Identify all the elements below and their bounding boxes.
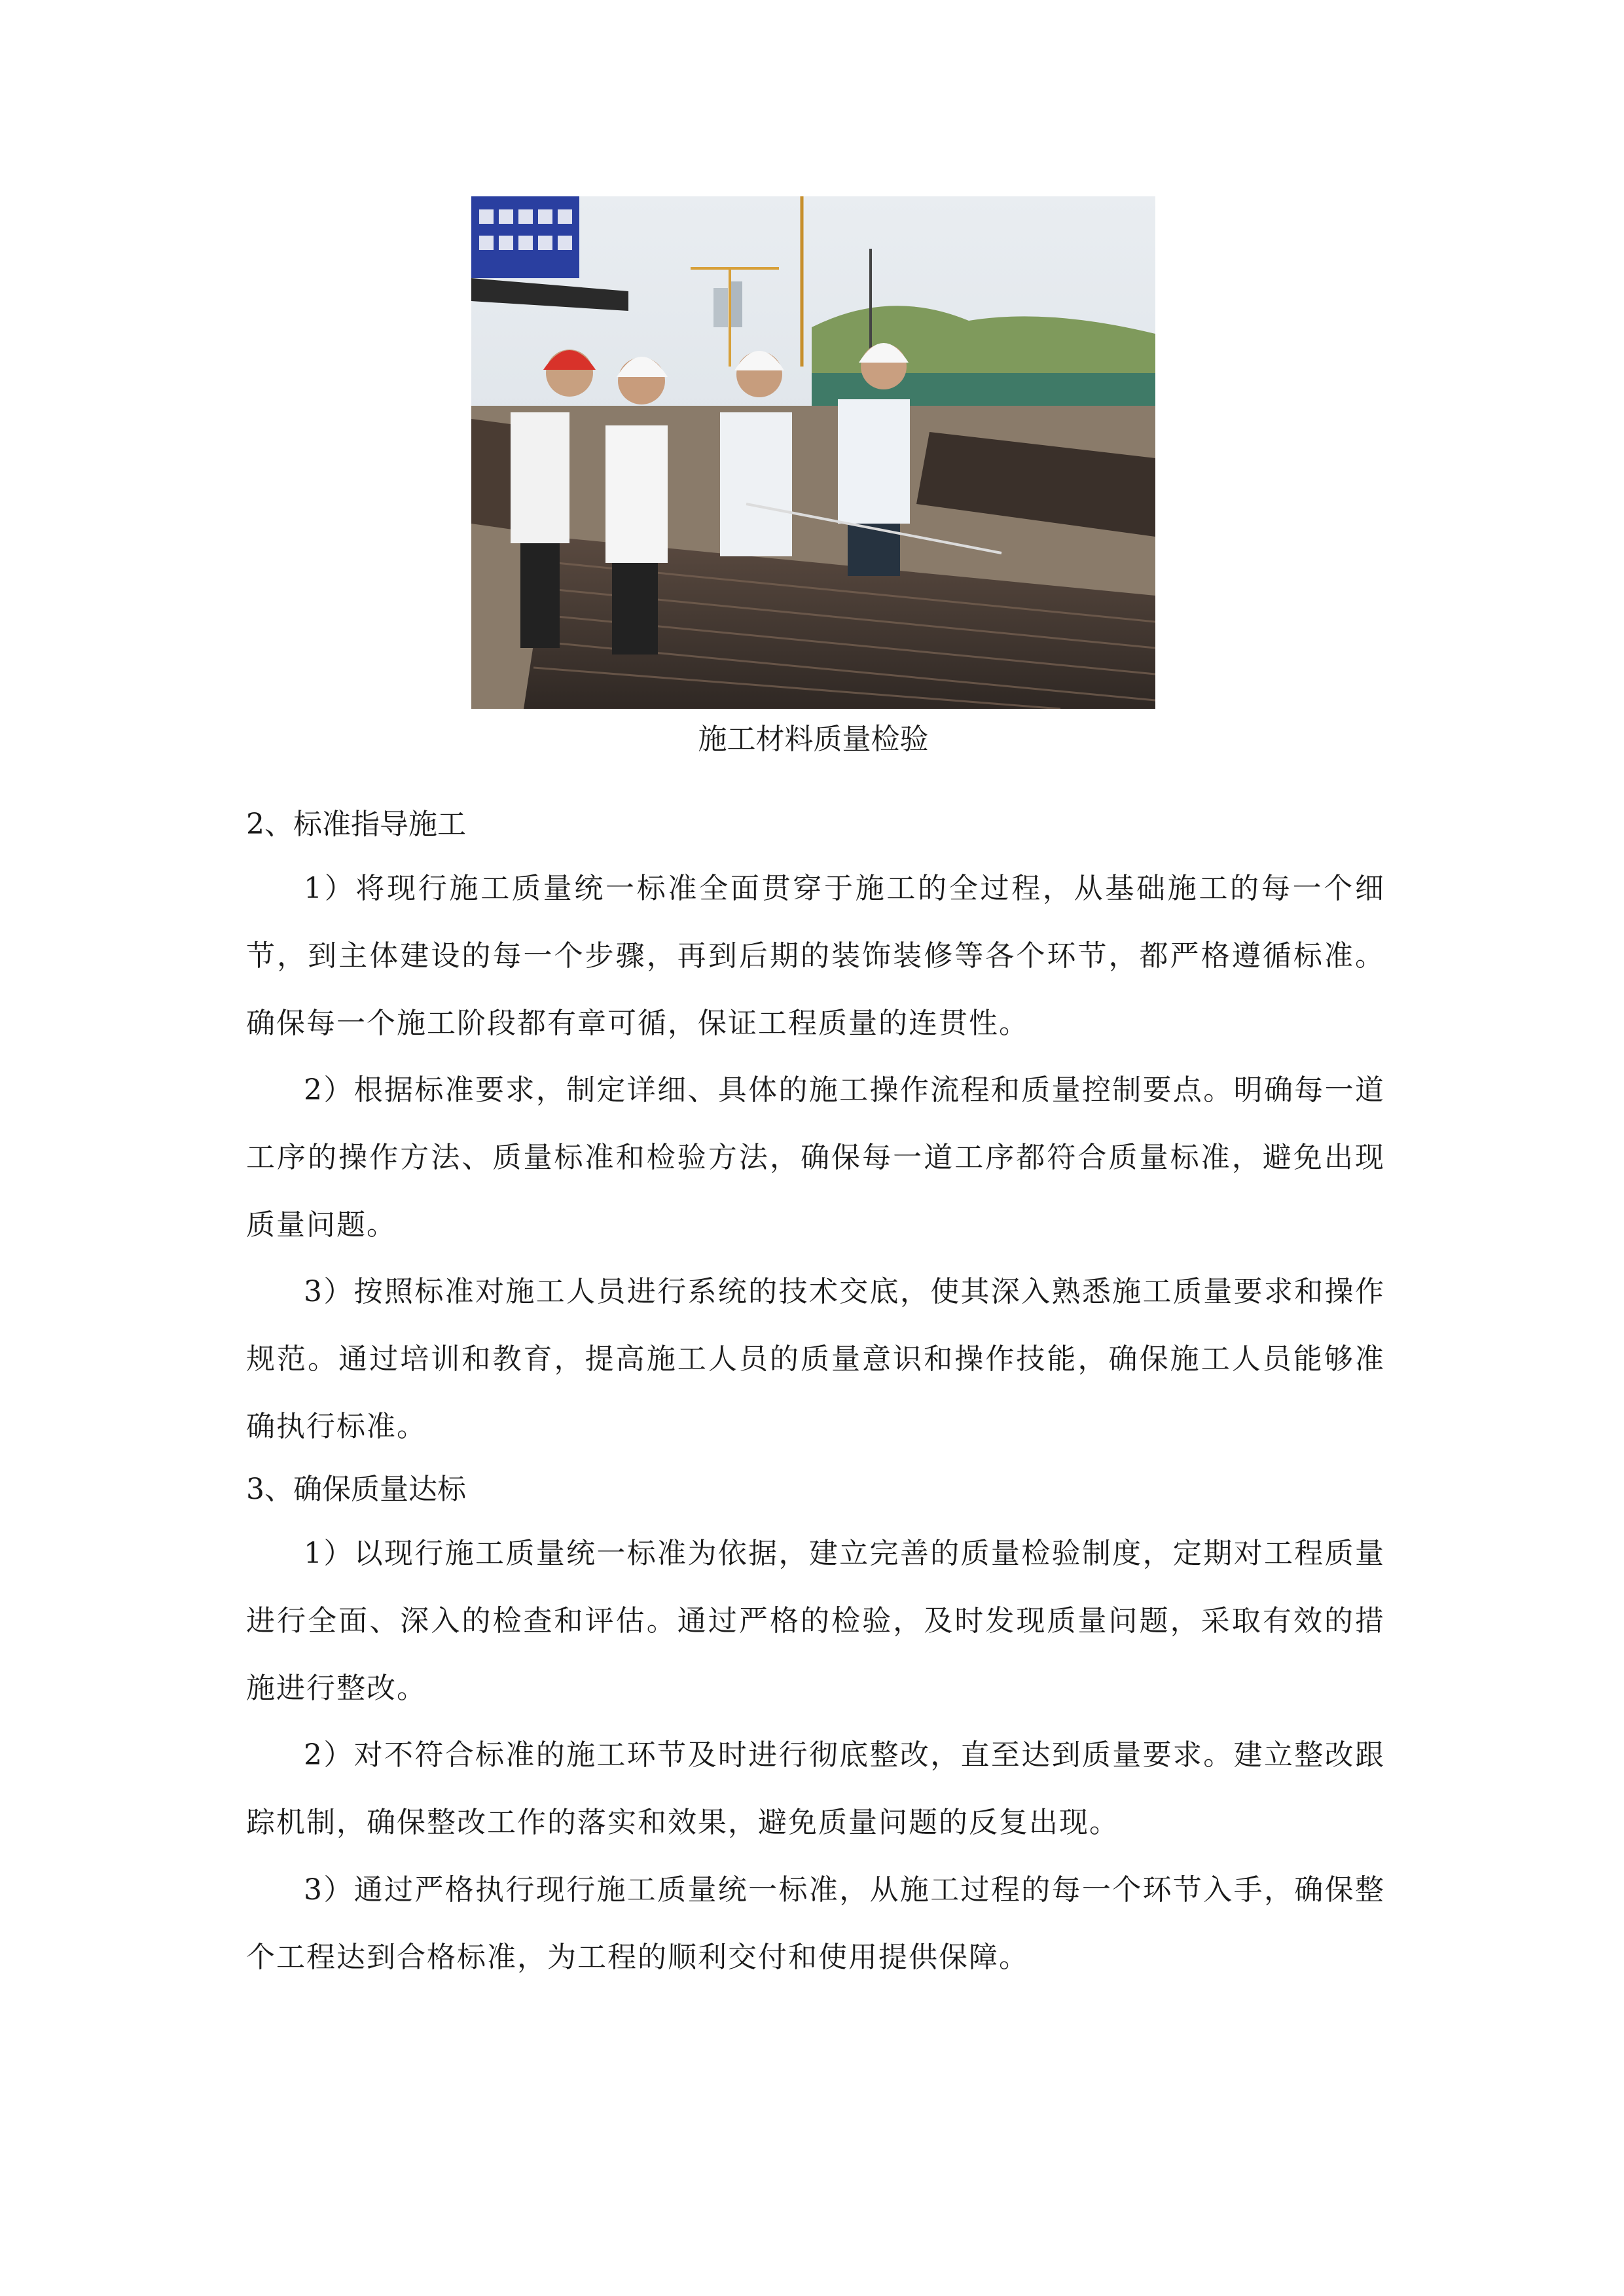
section-heading: 2、标准指导施工 bbox=[246, 808, 466, 841]
paragraph: 1）将现行施工质量统一标准全面贯穿于施工的全过程，从基础施工的每一个细节，到主体建设的每一个步骤，再到后期的装饰装修等各个环节，都严格遵循标准。确保每一个施工阶段都有章可循，保证工程质量的连贯性。 bbox=[246, 872, 1385, 1040]
section-heading: 3、确保质量达标 bbox=[246, 1473, 466, 1506]
paragraph: 1）以现行施工质量统一标准为依据，建立完善的质量检验制度，定期对工程质量进行全面、深入的检查和评估。通过严格的检验，及时发现质量问题，采取有效的措施进行整改。 bbox=[246, 1537, 1385, 1705]
inspection-photo bbox=[471, 196, 1155, 709]
paragraph: 3）通过严格执行现行施工质量统一标准，从施工过程的每一个环节入手，确保整个工程达到合格标准，为工程的顺利交付和使用提供保障。 bbox=[246, 1873, 1385, 1974]
paragraph: 2）根据标准要求，制定详细、具体的施工操作流程和质量控制要点。明确每一道工序的操作方法、质量标准和检验方法，确保每一道工序都符合质量标准，避免出现质量问题。 bbox=[246, 1073, 1385, 1242]
paragraph: 3）按照标准对施工人员进行系统的技术交底，使其深入熟悉施工质量要求和操作规范。通过培训和教育，提高施工人员的质量意识和操作技能，确保施工人员能够准确执行标准。 bbox=[246, 1275, 1385, 1443]
construction-site-image bbox=[471, 196, 1155, 709]
paragraph: 2）对不符合标准的施工环节及时进行彻底整改，直至达到质量要求。建立整改跟踪机制，确保整改工作的落实和效果，避免质量问题的反复出现。 bbox=[246, 1738, 1385, 1839]
figure-caption: 施工材料质量检验 bbox=[698, 723, 929, 756]
